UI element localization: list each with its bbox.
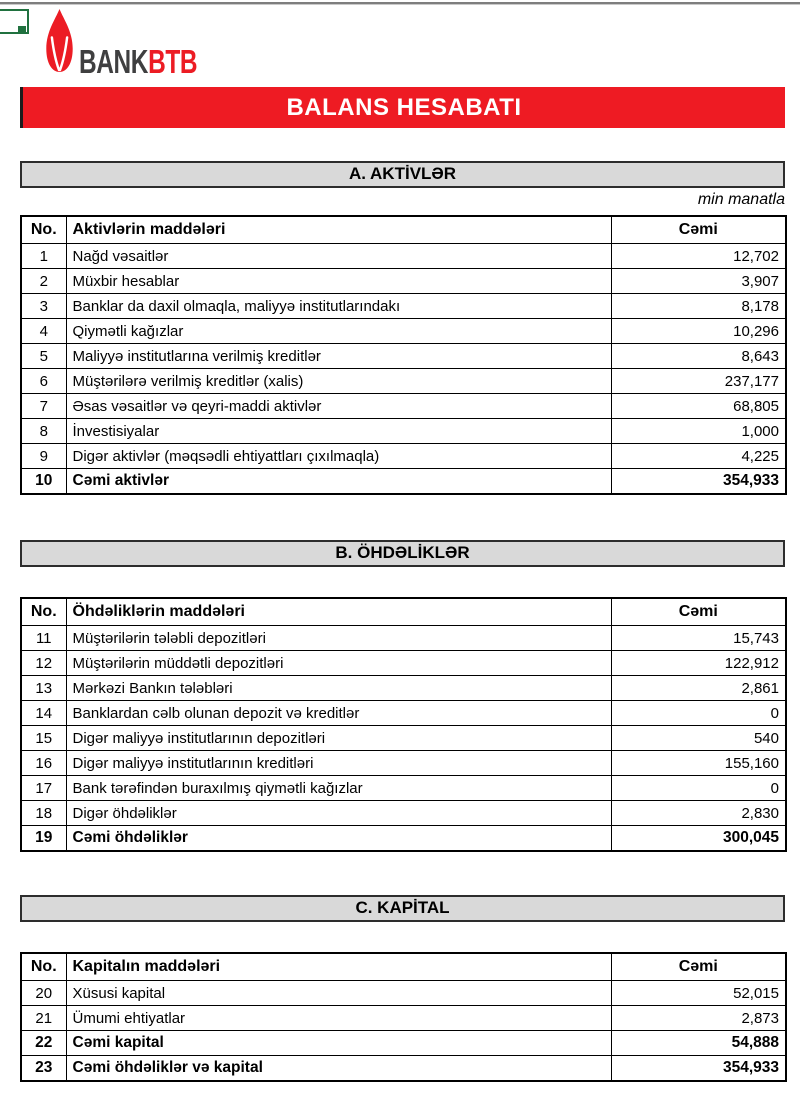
bank-btb-logo bbox=[45, 9, 305, 80]
selection-handle-icon[interactable] bbox=[18, 26, 26, 34]
cell-no: 15 bbox=[21, 726, 66, 751]
cell-no: 22 bbox=[21, 1031, 66, 1056]
column-header-items: Kapitalın maddələri bbox=[66, 953, 611, 981]
cell-name: Digər öhdəliklər bbox=[66, 801, 611, 826]
table-row bbox=[21, 726, 786, 751]
cell-value: 0 bbox=[611, 776, 786, 801]
cell-no: 13 bbox=[21, 676, 66, 701]
cell-no: 11 bbox=[21, 626, 66, 651]
table-row bbox=[21, 244, 786, 269]
cell-value: 12,702 bbox=[611, 244, 786, 269]
table-row bbox=[21, 651, 786, 676]
cell-name: Digər aktivlər (məqsədli ehtiyattları çıxılmaqla) bbox=[66, 444, 611, 469]
cell-name: Nağd vəsaitlər bbox=[66, 244, 611, 269]
cell-no: 21 bbox=[21, 1006, 66, 1031]
cell-name: Cəmi öhdəliklər və kapital bbox=[66, 1056, 611, 1082]
table-row bbox=[21, 1006, 786, 1031]
table-row bbox=[21, 981, 786, 1006]
cell-name: Digər maliyyə institutlarının kreditləri bbox=[66, 751, 611, 776]
cell-no: 12 bbox=[21, 651, 66, 676]
cell-name: Banklar da daxil olmaqla, maliyyə institutlarındakı bbox=[66, 294, 611, 319]
cell-value: 540 bbox=[611, 726, 786, 751]
table-row bbox=[21, 1031, 786, 1056]
cell-no: 8 bbox=[21, 419, 66, 444]
unit-note: min manatla bbox=[697, 191, 785, 208]
cell-no: 19 bbox=[21, 826, 66, 852]
top-divider-line bbox=[0, 2, 800, 5]
cell-name: Xüsusi kapital bbox=[66, 981, 611, 1006]
cell-value: 155,160 bbox=[611, 751, 786, 776]
cell-name: Digər maliyyə institutlarının depozitləri bbox=[66, 726, 611, 751]
cell-name: Cəmi aktivlər bbox=[66, 469, 611, 495]
cell-value: 68,805 bbox=[611, 394, 786, 419]
cell-name: Maliyyə institutlarına verilmiş kreditlər bbox=[66, 344, 611, 369]
section-c-header bbox=[20, 895, 785, 922]
table-row bbox=[21, 294, 786, 319]
table-row bbox=[21, 344, 786, 369]
table-row bbox=[21, 1056, 786, 1082]
cell-no: 1 bbox=[21, 244, 66, 269]
table-row bbox=[21, 394, 786, 419]
cell-value: 8,643 bbox=[611, 344, 786, 369]
table-row bbox=[21, 269, 786, 294]
cell-name: Qiymətli kağızlar bbox=[66, 319, 611, 344]
column-header-no: No. bbox=[21, 953, 66, 981]
cell-value: 354,933 bbox=[611, 469, 786, 495]
cell-value: 237,177 bbox=[611, 369, 786, 394]
cell-name: Cəmi kapital bbox=[66, 1031, 611, 1056]
cell-no: 17 bbox=[21, 776, 66, 801]
flame-icon bbox=[45, 9, 74, 73]
section-b-header bbox=[20, 540, 785, 567]
table-row bbox=[21, 701, 786, 726]
table-row bbox=[21, 419, 786, 444]
cell-value: 4,225 bbox=[611, 444, 786, 469]
capital-table bbox=[20, 952, 787, 1082]
column-header-items: Öhdəliklərin maddələri bbox=[66, 598, 611, 626]
cell-name: Müştərilərin müddətli depozitləri bbox=[66, 651, 611, 676]
cell-value: 300,045 bbox=[611, 826, 786, 852]
cell-value: 52,015 bbox=[611, 981, 786, 1006]
table-row bbox=[21, 626, 786, 651]
cell-no: 10 bbox=[21, 469, 66, 495]
cell-name: Ümumi ehtiyatlar bbox=[66, 1006, 611, 1031]
table-row bbox=[21, 444, 786, 469]
table-row bbox=[21, 776, 786, 801]
cell-no: 6 bbox=[21, 369, 66, 394]
cell-value: 54,888 bbox=[611, 1031, 786, 1056]
table-row bbox=[21, 826, 786, 852]
cell-no: 20 bbox=[21, 981, 66, 1006]
section-b-title: B. ÖHDƏLİKLƏR bbox=[335, 543, 470, 562]
column-header-no: No. bbox=[21, 216, 66, 244]
cell-value: 15,743 bbox=[611, 626, 786, 651]
cell-no: 16 bbox=[21, 751, 66, 776]
report-title: BALANS HESABATI bbox=[286, 94, 522, 121]
cell-value: 122,912 bbox=[611, 651, 786, 676]
cell-name: Bank tərəfindən buraxılmış qiymətli kağızlar bbox=[66, 776, 611, 801]
liabilities-table bbox=[20, 597, 787, 852]
table-row bbox=[21, 369, 786, 394]
column-header-no: No. bbox=[21, 598, 66, 626]
column-header-total: Cəmi bbox=[611, 216, 786, 244]
cell-no: 7 bbox=[21, 394, 66, 419]
section-c-title: C. KAPİTAL bbox=[355, 898, 450, 917]
cell-no: 5 bbox=[21, 344, 66, 369]
cell-value: 8,178 bbox=[611, 294, 786, 319]
cell-value: 3,907 bbox=[611, 269, 786, 294]
cell-no: 3 bbox=[21, 294, 66, 319]
table-row bbox=[21, 751, 786, 776]
table-row bbox=[21, 469, 786, 495]
table-row bbox=[21, 801, 786, 826]
logo-text-btb: BTB bbox=[148, 43, 198, 80]
cell-value: 2,873 bbox=[611, 1006, 786, 1031]
section-a-header bbox=[20, 161, 785, 188]
cell-name: Banklardan cəlb olunan depozit və kreditlər bbox=[66, 701, 611, 726]
table-header-row bbox=[21, 953, 786, 981]
cell-value: 0 bbox=[611, 701, 786, 726]
cell-name: Müxbir hesablar bbox=[66, 269, 611, 294]
cell-value: 2,830 bbox=[611, 801, 786, 826]
column-header-total: Cəmi bbox=[611, 598, 786, 626]
column-header-total: Cəmi bbox=[611, 953, 786, 981]
section-a-title: A. AKTİVLƏR bbox=[348, 164, 457, 183]
cell-value: 10,296 bbox=[611, 319, 786, 344]
cell-value: 2,861 bbox=[611, 676, 786, 701]
cell-value: 1,000 bbox=[611, 419, 786, 444]
cell-name: İnvestisiyalar bbox=[66, 419, 611, 444]
report-title-banner bbox=[20, 87, 785, 128]
cell-name: Müştərilərə verilmiş kreditlər (xalis) bbox=[66, 369, 611, 394]
cell-no: 14 bbox=[21, 701, 66, 726]
table-header-row bbox=[21, 216, 786, 244]
logo-wordmark bbox=[79, 45, 197, 78]
assets-table bbox=[20, 215, 787, 495]
logo-text-bank: BANK bbox=[79, 43, 149, 80]
cell-name: Əsas vəsaitlər və qeyri-maddi aktivlər bbox=[66, 394, 611, 419]
cell-no: 4 bbox=[21, 319, 66, 344]
cell-no: 18 bbox=[21, 801, 66, 826]
table-row bbox=[21, 676, 786, 701]
cell-value: 354,933 bbox=[611, 1056, 786, 1082]
table-header-row bbox=[21, 598, 786, 626]
cell-name: Müştərilərin tələbli depozitləri bbox=[66, 626, 611, 651]
cell-no: 9 bbox=[21, 444, 66, 469]
cell-name: Cəmi öhdəliklər bbox=[66, 826, 611, 852]
cell-no: 23 bbox=[21, 1056, 66, 1082]
cell-name: Mərkəzi Bankın tələbləri bbox=[66, 676, 611, 701]
column-header-items: Aktivlərin maddələri bbox=[66, 216, 611, 244]
cell-no: 2 bbox=[21, 269, 66, 294]
table-row bbox=[21, 319, 786, 344]
